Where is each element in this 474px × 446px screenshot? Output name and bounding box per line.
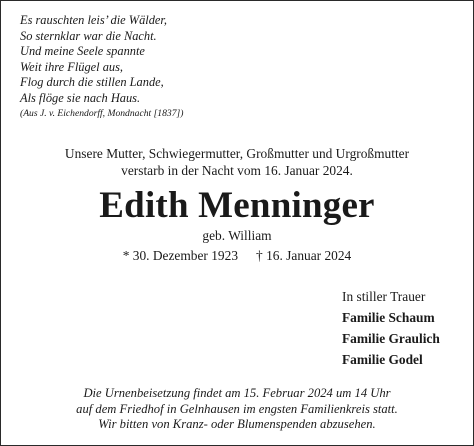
family-name: Familie Schaum bbox=[342, 310, 435, 325]
mourners-lead: In stiller Trauer bbox=[342, 289, 426, 304]
poem-line: Flog durch die stillen Lande, bbox=[20, 75, 164, 90]
poem-line: Es rauschten leis’ die Wälder, bbox=[20, 13, 167, 27]
announcement-line-1: Unsere Mutter, Schwiegermutter, Großmutter und Urgroßmutter bbox=[64, 146, 410, 161]
family-name: Familie Graulich bbox=[342, 331, 440, 346]
funeral-info bbox=[0, 386, 474, 433]
birth-name: geb. William bbox=[202, 228, 272, 243]
poem-line: Weit ihre Flügel aus, bbox=[20, 59, 124, 74]
announcement-line-2: verstarb in der Nacht vom 16. Januar 2024. bbox=[121, 163, 353, 178]
poem-source: (Aus J. v. Eichendorff, Mondnacht [1837]) bbox=[20, 107, 184, 119]
poem-line: Als flöge sie nach Haus. bbox=[20, 90, 141, 105]
life-dates bbox=[0, 248, 474, 264]
poem-block bbox=[20, 13, 183, 120]
mourners-block bbox=[342, 286, 440, 370]
poem-line: So sternklar war die Nacht. bbox=[20, 28, 157, 43]
funeral-info-line: Wir bitten von Kranz- oder Blumenspenden abzusehen. bbox=[98, 417, 376, 432]
family-name: Familie Godel bbox=[342, 352, 423, 367]
funeral-info-line: Die Urnenbeisetzung findet am 15. Februar 2024 um 14 Uhr bbox=[83, 386, 391, 400]
birth-date: * 30. Dezember 1923 bbox=[122, 248, 239, 263]
deceased-name: Edith Menninger bbox=[99, 185, 375, 226]
poem-line: Und meine Seele spannte bbox=[20, 44, 145, 59]
funeral-info-line: auf dem Friedhof in Gelnhausen im engsten Familienkreis statt. bbox=[76, 401, 398, 416]
death-date: † 16. Januar 2024 bbox=[256, 248, 352, 263]
